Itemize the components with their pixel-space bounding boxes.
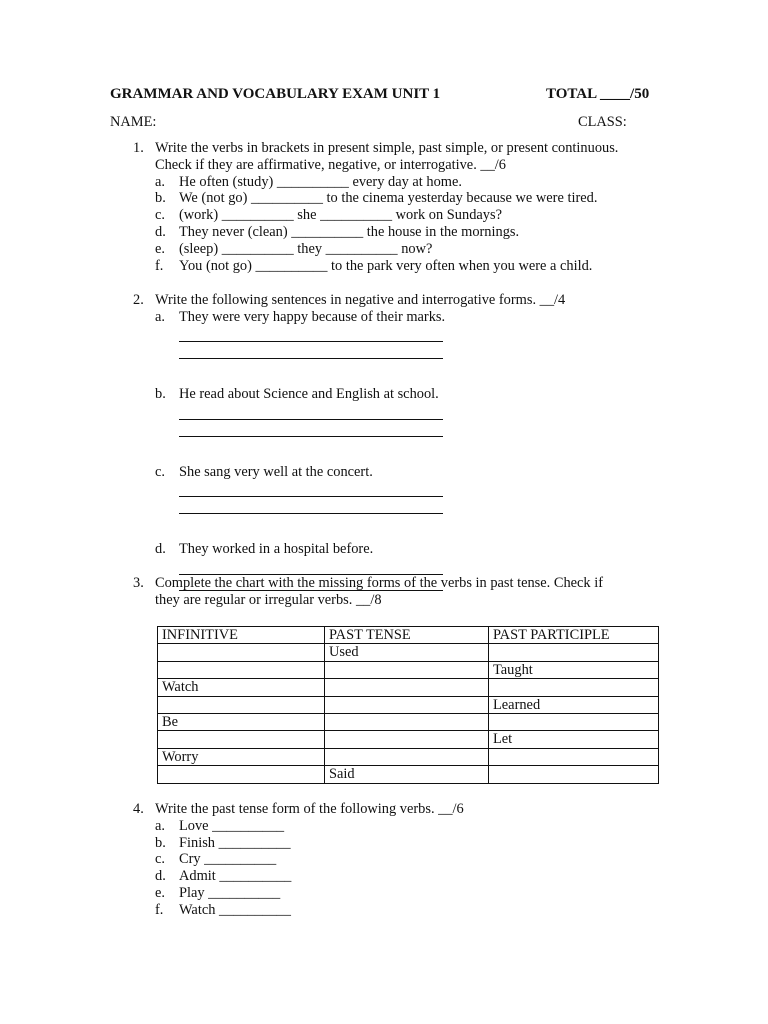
question-stem: Write the following sentences in negative and interrogative forms. __/4 — [155, 292, 566, 308]
answer-line[interactable] — [179, 480, 443, 497]
table-cell[interactable] — [325, 679, 489, 696]
table-row — [158, 644, 659, 661]
item-text: Cry __________ — [179, 851, 277, 868]
table-cell[interactable] — [489, 766, 659, 783]
stem-line: Check if they are affirmative, negative, or interrogative. __/6 — [155, 156, 506, 173]
name-label: NAME: — [110, 114, 157, 130]
item-letter: a. — [155, 173, 165, 190]
table-row — [158, 713, 659, 730]
table-cell[interactable]: Used — [325, 644, 489, 661]
question-items — [155, 818, 663, 919]
item-letter: b. — [155, 834, 166, 851]
item-letter: c. — [155, 851, 165, 868]
question-items — [155, 174, 663, 275]
table-cell[interactable]: Let — [489, 731, 659, 748]
question-3 — [133, 575, 663, 609]
table-cell[interactable] — [158, 766, 325, 783]
list-item — [155, 190, 663, 207]
table-cell[interactable]: Watch — [158, 679, 325, 696]
table-cell[interactable] — [325, 731, 489, 748]
table-cell[interactable]: Worry — [158, 748, 325, 765]
item-letter: f. — [155, 901, 164, 918]
table-row — [158, 748, 659, 765]
table-cell[interactable] — [158, 731, 325, 748]
table-row — [158, 766, 659, 783]
table-cell[interactable] — [325, 748, 489, 765]
table-cell[interactable] — [158, 696, 325, 713]
item-text: They worked in a hospital before. — [179, 540, 374, 557]
table-row — [158, 679, 659, 696]
item-text: We (not go) __________ to the cinema yesterday because we were tired. — [179, 190, 598, 207]
answer-line[interactable] — [179, 420, 443, 437]
answer-line[interactable] — [179, 558, 443, 575]
list-item — [155, 174, 663, 191]
item-letter: e. — [155, 884, 165, 901]
item-text: He often (study) __________ every day at home. — [179, 173, 462, 190]
item-letter: d. — [155, 223, 166, 240]
item-text: Love __________ — [179, 817, 285, 834]
column-header-past-tense: PAST TENSE — [325, 627, 489, 644]
verb-forms-table — [157, 626, 659, 784]
question-2 — [133, 292, 663, 591]
table-cell[interactable]: Said — [325, 766, 489, 783]
table-cell[interactable]: Taught — [489, 661, 659, 678]
stem-line: Write the verbs in brackets in present simple, past simple, or present continuous. — [155, 140, 619, 156]
question-number: 3. — [133, 575, 144, 591]
table-row — [158, 661, 659, 678]
student-info-row — [110, 114, 658, 132]
item-letter: e. — [155, 240, 165, 257]
item-letter: b. — [155, 190, 166, 207]
item-letter: a. — [155, 817, 165, 834]
list-item — [155, 902, 663, 919]
question-4 — [133, 801, 663, 919]
question-number: 1. — [133, 140, 144, 156]
table-cell[interactable]: Be — [158, 713, 325, 730]
sentence-item — [155, 464, 663, 514]
answer-line[interactable] — [179, 497, 443, 514]
table-cell[interactable] — [325, 696, 489, 713]
exam-header — [110, 86, 658, 104]
stem-line: they are regular or irregular verbs. __/8 — [155, 591, 382, 608]
question-number: 2. — [133, 292, 144, 308]
stem-line: Complete the chart with the missing forms of the verbs in past tense. Check if — [155, 575, 604, 591]
answer-line[interactable] — [179, 342, 443, 359]
item-text: He read about Science and English at school. — [179, 386, 439, 403]
item-letter: b. — [155, 386, 166, 403]
table-row — [158, 731, 659, 748]
list-item — [155, 868, 663, 885]
item-text: Admit __________ — [179, 868, 292, 885]
list-item — [155, 224, 663, 241]
item-letter: d. — [155, 868, 166, 885]
table-row — [158, 696, 659, 713]
list-item — [155, 885, 663, 902]
item-text: They were very happy because of their marks. — [179, 308, 446, 325]
table-cell[interactable] — [325, 713, 489, 730]
item-text: She sang very well at the concert. — [179, 463, 373, 480]
list-item — [155, 851, 663, 868]
table-cell[interactable] — [489, 679, 659, 696]
table-cell[interactable] — [158, 644, 325, 661]
table-cell[interactable] — [489, 644, 659, 661]
item-text: You (not go) __________ to the park very often when you were a child. — [179, 257, 593, 274]
item-text: (sleep) __________ they __________ now? — [179, 240, 433, 257]
list-item — [155, 207, 663, 224]
table-cell[interactable]: Learned — [489, 696, 659, 713]
question-1 — [133, 140, 663, 274]
item-letter: d. — [155, 540, 166, 557]
question-stem — [155, 575, 663, 609]
column-header-infinitive: INFINITIVE — [158, 627, 325, 644]
question-stem — [155, 140, 663, 174]
list-item — [155, 258, 663, 275]
table-header-row — [158, 627, 659, 644]
list-item — [155, 835, 663, 852]
item-letter: a. — [155, 308, 165, 325]
answer-line[interactable] — [179, 326, 443, 343]
answer-line[interactable] — [179, 403, 443, 420]
table-cell[interactable] — [325, 661, 489, 678]
item-letter: f. — [155, 257, 164, 274]
table-cell[interactable] — [489, 713, 659, 730]
table-cell[interactable] — [489, 748, 659, 765]
item-letter: c. — [155, 463, 165, 480]
item-text: Finish __________ — [179, 834, 291, 851]
item-text: Watch __________ — [179, 901, 291, 918]
column-header-past-participle: PAST PARTICIPLE — [489, 627, 659, 644]
item-text: (work) __________ she __________ work on Sundays? — [179, 207, 502, 224]
exam-title: GRAMMAR AND VOCABULARY EXAM UNIT 1 — [110, 86, 441, 102]
list-item — [155, 241, 663, 258]
sentence-item — [155, 309, 663, 359]
class-label: CLASS: — [578, 114, 627, 130]
table-cell[interactable] — [158, 661, 325, 678]
item-text: Play __________ — [179, 884, 281, 901]
question-number: 4. — [133, 801, 144, 817]
list-item — [155, 818, 663, 835]
item-text: They never (clean) __________ the house in the mornings. — [179, 223, 520, 240]
sentence-item — [155, 386, 663, 436]
item-letter: c. — [155, 207, 165, 224]
total-score: TOTAL ____/50 — [546, 86, 650, 102]
question-stem: Write the past tense form of the following verbs. __/6 — [155, 801, 464, 817]
